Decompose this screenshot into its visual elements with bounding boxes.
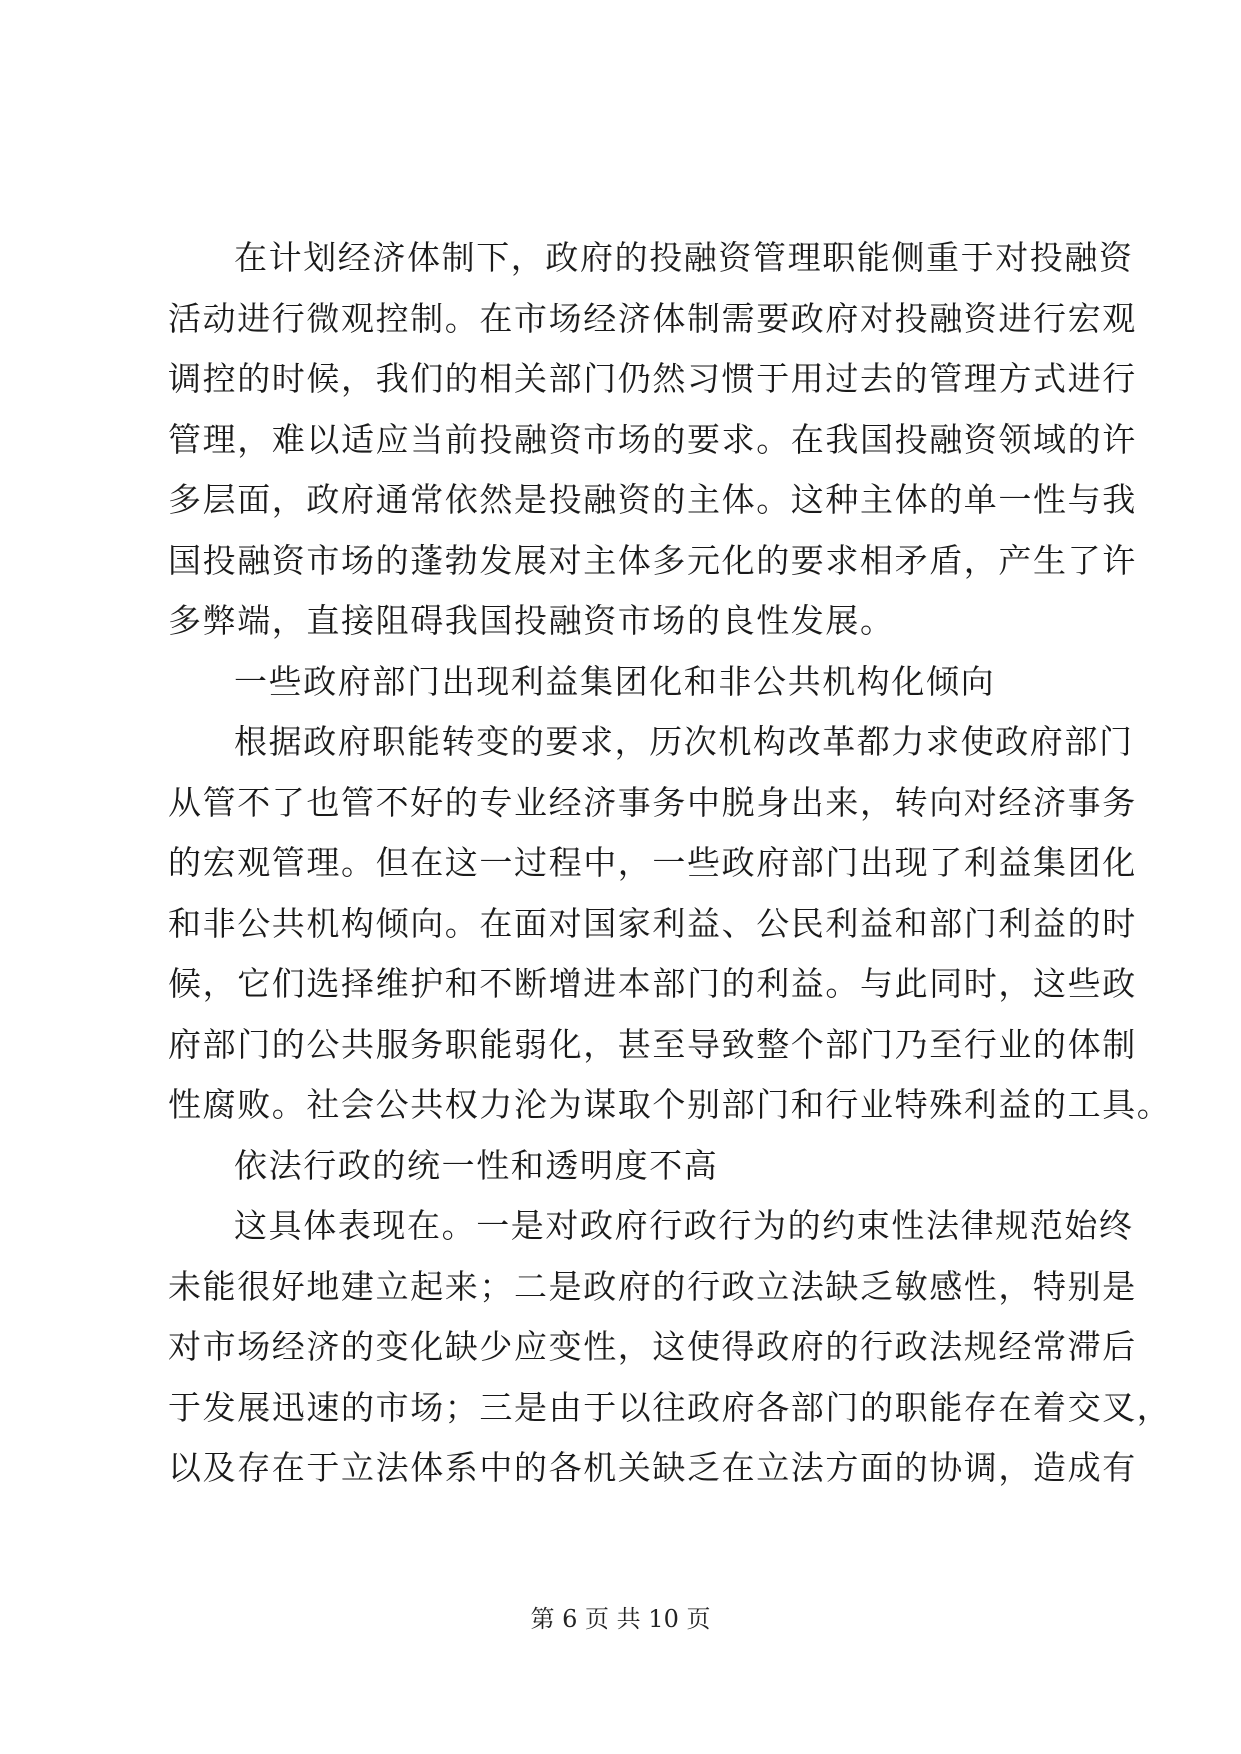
paragraph-2-line: 候，它们选择维护和不断增进本部门的利益。与此同时，这些政 <box>168 964 1137 1003</box>
paragraph-1-line: 多层面，政府通常依然是投融资的主体。这种主体的单一性与我 <box>168 480 1137 519</box>
body-text <box>168 228 1172 1499</box>
paragraph-1-line: 在计划经济体制下，政府的投融资管理职能侧重于对投融资 <box>234 238 1134 277</box>
paragraph-1-line: 调控的时候，我们的相关部门仍然习惯于用过去的管理方式进行 <box>168 359 1137 398</box>
paragraph-2-line: 根据政府职能转变的要求，历次机构改革都力求使政府部门 <box>234 722 1134 761</box>
paragraph-2-line: 的宏观管理。但在这一过程中，一些政府部门出现了利益集团化 <box>168 843 1137 882</box>
paragraph-1-line: 管理，难以适应当前投融资市场的要求。在我国投融资领域的许 <box>168 419 1137 459</box>
section-heading: 依法行政的统一性和透明度不高 <box>234 1145 719 1185</box>
paragraph-1-line: 多弊端，直接阻碍我国投融资市场的良性发展。 <box>168 601 895 640</box>
page-number-footer: 第 6 页 共 10 页 <box>530 1605 711 1633</box>
paragraph-2-line: 和非公共机构倾向。在面对国家利益、公民利益和部门利益的时 <box>168 903 1137 943</box>
section-heading: 一些政府部门出现利益集团化和非公共机构化倾向 <box>234 661 996 701</box>
paragraph-2-line: 性腐败。社会公共权力沦为谋取个别部门和行业特殊利益的工具。 <box>168 1085 1172 1124</box>
paragraph-3-line: 这具体表现在。一是对政府行政行为的约束性法律规范始终 <box>234 1206 1134 1245</box>
paragraph-2-line: 从管不了也管不好的专业经济事务中脱身出来，转向对经济事务 <box>168 782 1137 822</box>
paragraph-1-line: 国投融资市场的蓬勃发展对主体多元化的要求相矛盾，产生了许 <box>168 540 1137 580</box>
paragraph-3-line: 未能很好地建立起来；二是政府的行政立法缺乏敏感性，特别是 <box>168 1266 1137 1306</box>
paragraph-3-line: 以及存在于立法体系中的各机关缺乏在立法方面的协调，造成有 <box>168 1448 1137 1487</box>
paragraph-1-line: 活动进行微观控制。在市场经济体制需要政府对投融资进行宏观 <box>168 298 1137 338</box>
paragraph-2-line: 府部门的公共服务职能弱化，甚至导致整个部门乃至行业的体制 <box>168 1024 1137 1064</box>
paragraph-3-line: 于发展迅速的市场；三是由于以往政府各部门的职能存在着交叉， <box>168 1387 1172 1427</box>
paragraph-3-line: 对市场经济的变化缺少应变性，这使得政府的行政法规经常滞后 <box>168 1327 1137 1366</box>
